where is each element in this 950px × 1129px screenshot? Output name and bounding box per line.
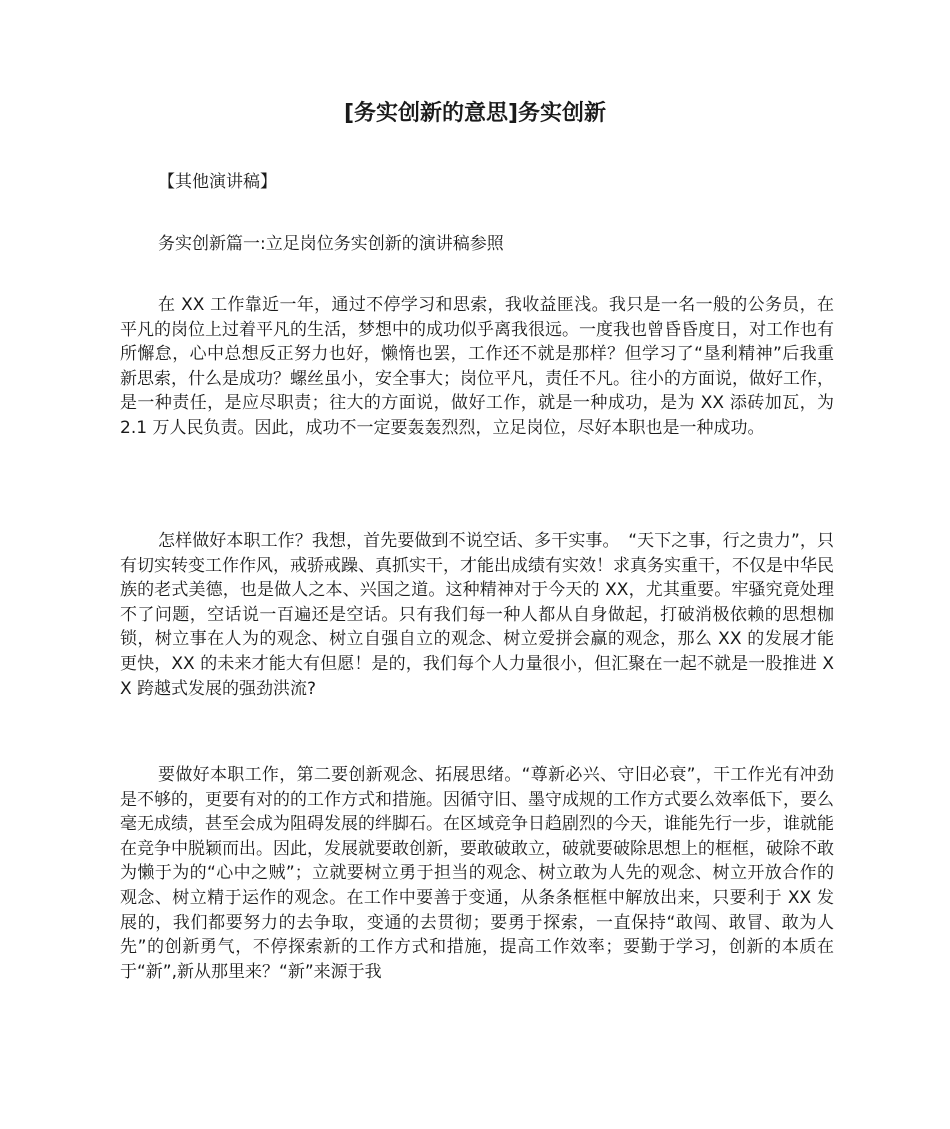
article-subtitle: 务实创新篇一:立足岗位务实创新的演讲稿参照 <box>158 234 504 254</box>
document-title: [务实创新的意思]务实创新 <box>343 101 607 126</box>
paragraph-1: 在 XX 工作靠近一年，通过不停学习和思索，我收益匪浅。我只是一名一般的公务员，在平凡的岗位上过着平凡的生活，梦想中的成功似乎离我很远。一度我也曾昏昏度日，对工作也有所懈怠，心中总想反正努力也好，懒惰也罢，工作还不就是那样？但学习了“垦利精神”后我重新思索，什么是成功？螺丝虽小，安全事大；岗位平凡，责任不凡。往小的方面说，做好工作，是一种责任，是应尽职责；往大的方面说，做好工作，就是一种成功，是为 XX 添砖加瓦，为 2.1 万人民负责。因此，成功不一定要轰轰烈烈，立足岗位，尽好本职也是一种成功。 <box>120 295 834 438</box>
category-label: 【其他演讲稿】 <box>158 172 277 192</box>
paragraph-3: 要做好本职工作，第二要创新观念、拓展思绪。“尊新必兴、守旧必衰”，干工作光有冲劲是不够的，更要有对的的工作方式和措施。因循守旧、墨守成规的工作方式要么效率低下，要么毫无成绩，甚至会成为阻碍发展的绊脚石。在区域竞争日趋剧烈的今天，谁能先行一步，谁就能在竞争中脱颖而出。因此，发展就要敢创新，要敢破敢立，破就要破除思想上的框框，破除不敢为懒于为的“心中之贼”；立就要树立勇于担当的观念、树立敢为人先的观念、树立开放合作的观念、树立精于运作的观念。在工作中要善于变通，从条条框框中解放出来，只要利于 XX 发展的，我们都要努力的去争取，变通的去贯彻；要勇于探索，一直保持“敢闯、敢冒、敢为人先”的创新勇气，不停探索新的工作方式和措施，提高工作效率；要勤于学习，创新的本质在于“新”,新从那里来？“新”来源于我 <box>120 765 834 982</box>
paragraph-2: 怎样做好本职工作？我想，首先要做到不说空话、多干实事。 “天下之事，行之贵力”，只有切实转变工作作风，戒骄戒躁、真抓实干，才能出成绩有实效！求真务实重干，不仅是中华民族的老式美德，也是做人之本、兴国之道。这种精神对于今天的 XX，尤其重要。牢骚究竟处理不了问题，空话说一百遍还是空话。只有我们每一种人都从自身做起，打破消极依赖的思想枷锁，树立事在人为的观念、树立自强自立的观念、树立爱拼会赢的观念，那么 XX 的发展才能更快，XX 的未来才能大有但愿！是的，我们每个人力量很小，但汇聚在一起不就是一股推进 XX 跨越式发展的强劲洪流? <box>120 531 834 699</box>
